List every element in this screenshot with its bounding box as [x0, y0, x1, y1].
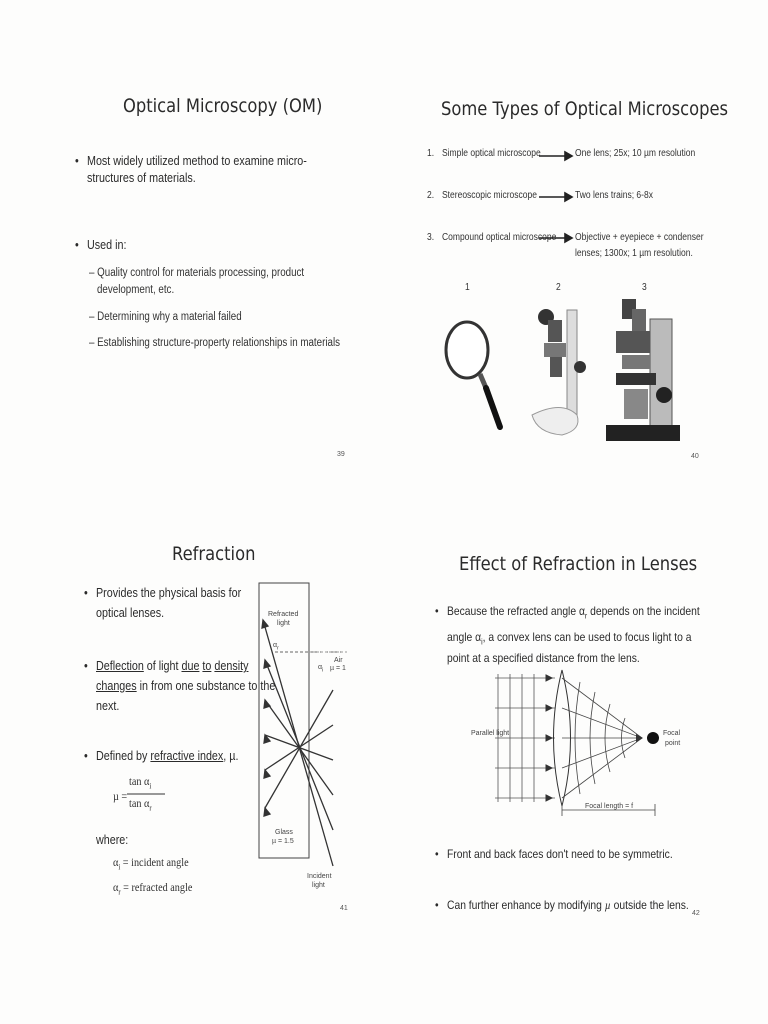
eq-text: tan α	[129, 774, 150, 788]
stereo-microscope-icon	[522, 305, 592, 440]
bullet-dot: •	[435, 604, 439, 618]
bullet-dot: •	[84, 659, 88, 673]
bullet-text	[96, 658, 248, 675]
equation-denominator	[129, 796, 152, 812]
refraction-diagram	[255, 580, 355, 900]
bullet-text: Front and back faces don't need to be symmetric.	[447, 847, 673, 861]
diagram-label: light	[312, 882, 325, 889]
diagram-label: Focal	[663, 730, 681, 737]
item-desc: One lens; 25x; 10 µm resolution	[575, 148, 696, 159]
text-span: depends on the incident	[587, 604, 700, 618]
bullet-text	[447, 897, 689, 914]
image-label: 3	[642, 282, 647, 293]
diagram-label: Air	[334, 657, 343, 664]
diagram-label	[318, 664, 323, 673]
eq-sub: i	[481, 637, 483, 647]
compound-microscope-icon	[604, 295, 684, 450]
eq-text: tan α	[129, 796, 150, 810]
item-desc: lenses; 1300x; 1 µm resolution.	[575, 248, 693, 259]
item-name: Stereoscopic microscope	[442, 190, 537, 201]
diagram-label: Parallel light	[471, 730, 510, 737]
bullet-dot: •	[75, 154, 79, 168]
diagram-label: light	[277, 620, 290, 627]
text-span: Because the refracted angle α	[447, 604, 585, 618]
link-text: Deflection	[96, 659, 144, 673]
equation-lhs: µ =	[113, 789, 128, 803]
text-span: Defined by	[96, 749, 148, 763]
text-span: of light	[146, 659, 179, 673]
bullet-text	[447, 603, 700, 624]
item-name: Simple optical microscope	[442, 148, 541, 159]
sub-item: development, etc.	[97, 284, 175, 296]
slide-title: Some Types of Optical Microscopes	[441, 98, 729, 120]
diagram-label: Focal length = f	[585, 803, 634, 810]
diagram-label: µ = 1.5	[272, 838, 294, 845]
item-number: 2.	[427, 190, 435, 201]
bullet-dot: •	[435, 847, 439, 861]
link-text: refractive index	[150, 749, 224, 763]
bullet-text: Most widely utilized method to examine micro-	[87, 154, 307, 168]
diagram-label: µ = 1	[330, 665, 346, 672]
image-label: 2	[556, 282, 561, 293]
diagram-label: Refracted	[268, 611, 299, 618]
eq-sub: i	[118, 862, 121, 872]
equation-numerator	[129, 774, 151, 790]
bullet-text: point at a specified distance from the lens.	[447, 651, 640, 665]
diagram-label: Incident	[307, 873, 332, 880]
page-number: 42	[692, 910, 700, 917]
eq-sub: r	[277, 645, 279, 652]
slide-title: Effect of Refraction in Lenses	[459, 553, 698, 575]
item-number: 3.	[427, 232, 435, 243]
page-number: 40	[691, 453, 699, 460]
eq-text: α	[113, 855, 119, 869]
link-text: to	[202, 659, 212, 673]
eq-text: = incident angle	[122, 855, 189, 869]
bullet-dot: •	[435, 898, 439, 912]
bullet-text: Used in:	[87, 238, 127, 252]
sub-item: – Quality control for materials processing, product	[89, 267, 305, 279]
arrow-icons	[537, 150, 573, 260]
definition	[113, 880, 192, 896]
link-text: density	[214, 659, 249, 673]
image-label: 1	[465, 282, 470, 293]
sub-item: – Establishing structure-property relationships in materials	[89, 337, 341, 349]
link-text: changes	[96, 679, 137, 693]
diagram-label: point	[665, 740, 681, 747]
definition	[113, 855, 189, 871]
eq-sub: r	[149, 803, 152, 813]
slide-title: Optical Microscopy (OM)	[123, 95, 323, 117]
eq-text: α	[318, 664, 323, 671]
bullet-text	[96, 678, 275, 695]
eq-text: α	[273, 642, 278, 649]
item-desc: Two lens trains; 6-8x	[575, 190, 653, 201]
text-span: Can further enhance by modifying	[447, 898, 602, 912]
eq-sub: r	[118, 887, 121, 897]
link-text: due	[181, 659, 200, 673]
eq-sub: r	[584, 611, 588, 621]
eq-text: µ	[604, 898, 611, 912]
bullet-text	[96, 748, 238, 765]
sub-item: – Determining why a material failed	[89, 311, 242, 323]
bullet-text: Provides the physical basis for	[96, 586, 242, 600]
bullet-text: optical lenses.	[96, 606, 165, 620]
eq-sub: i	[322, 667, 324, 674]
item-number: 1.	[427, 148, 435, 159]
bullet-dot: •	[75, 238, 79, 252]
item-desc: Objective + eyepiece + condenser	[575, 232, 704, 243]
eq-text: α	[113, 880, 119, 894]
page-number: 39	[337, 451, 345, 458]
text-span: angle α	[447, 630, 482, 644]
text-span: in from one substance to the	[139, 679, 276, 693]
lens-diagram	[490, 670, 670, 820]
eq-text: = refracted angle	[123, 880, 193, 894]
slide-title: Refraction	[172, 543, 256, 565]
diagram-label: Glass	[275, 829, 293, 836]
fraction-bar	[127, 793, 167, 795]
bullet-text	[447, 629, 691, 650]
text-span: , a convex lens can be used to focus light to a	[482, 630, 692, 644]
bullet-dot: •	[84, 586, 88, 600]
page-number: 41	[340, 905, 348, 912]
bullet-text: next.	[96, 699, 120, 713]
magnifying-glass-icon	[440, 310, 510, 435]
text-span: outside the lens.	[613, 898, 689, 912]
text-span: , µ.	[223, 749, 239, 763]
diagram-label	[273, 642, 279, 651]
bullet-dot: •	[84, 749, 88, 763]
eq-sub: i	[149, 781, 152, 791]
where-label: where:	[96, 833, 129, 847]
item-name: Compound optical microscope	[442, 232, 557, 243]
bullet-text: structures of materials.	[87, 171, 196, 185]
